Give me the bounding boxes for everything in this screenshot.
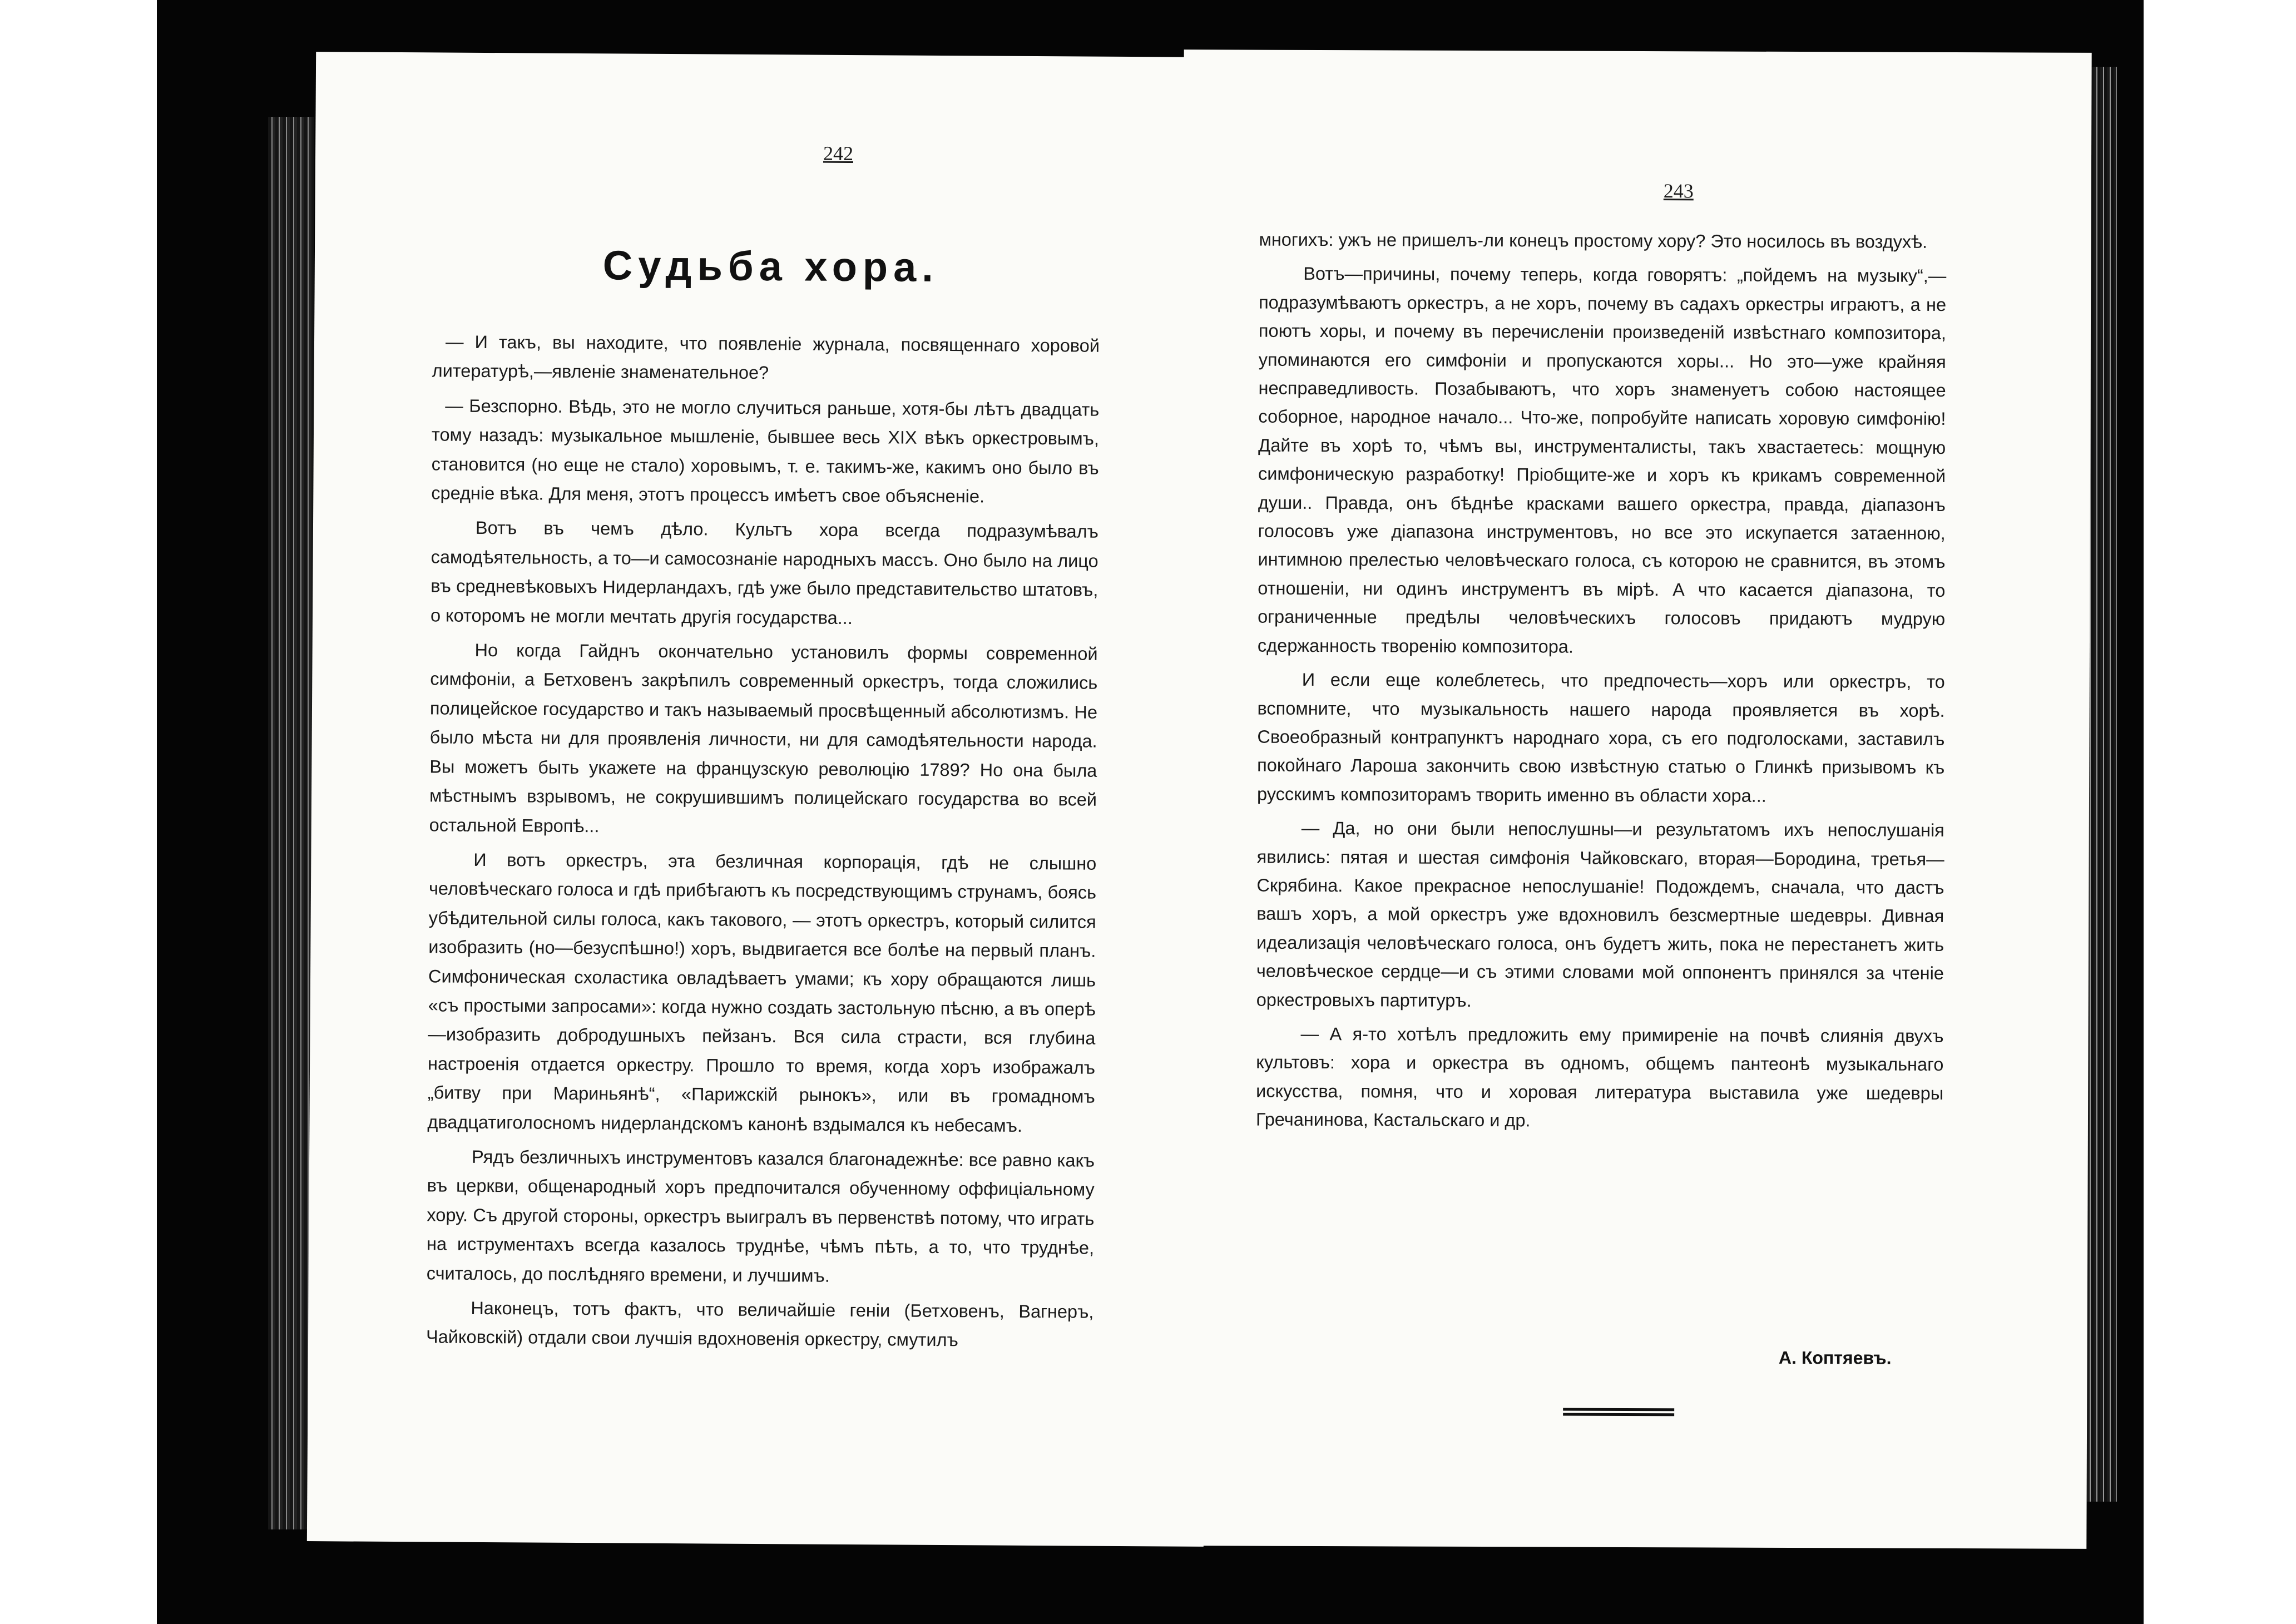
right-text-column — [1256, 226, 1947, 1137]
paragraph: И вотъ оркестръ, эта безличная корпорація, гдѣ не слышно человѣческаго голоса и гдѣ прибѣгаютъ къ посредствующимъ струнамъ, боясь убѣдительной силы голоса, какъ такового, — этотъ оркестръ, который силится изобразить (но—безуспѣшно!) хоръ, выдвигается все болѣе на первый планъ. Симфоническая схоластика овладѣваетъ умами; къ хору обращаются лишь «съ простыми запросами»: когда нужно создать застольную пѣсню, а въ оперѣ—изобразить добродушныхъ пейзанъ. Вся сила страсти, вся глубина настроенія отдается оркестру. Прошло то время, когда хоръ изображалъ „битву при Мариньянѣ“, «Парижскій рынокъ», или въ громадномъ двадцатиголосномъ нидерландскомъ канонѣ вздымался къ небесамъ. — [427, 849, 1097, 1136]
paragraph: И если еще колеблетесь, что предпочесть—хоръ или оркестръ, то вспомните, что музыкальность нашего народа проявляется въ хорѣ. Своеобразный контрапунктъ народнаго хора, съ его подголосками, заставилъ покойнаго Лароша закончить свою извѣстную статью о Глинкѣ призывомъ къ русскимъ композиторамъ творить именно въ области хора... — [1256, 670, 1945, 806]
paragraph: Но когда Гайднъ окончательно установилъ формы современной симфоніи, а Бетховенъ закрѣпилъ современный оркестръ, тогда сложились полицейское государство и такъ называемый просвѣщенный абсолютизмъ. Не было мѣста ни для проявленія личности, ни для самодѣятельности народа. Вы можетъ быть укажете на французскую революцію 1789? Но она была мѣстнымъ взрывомъ, не сокрушившимъ полицейскаго государства во всей остальной Европѣ... — [429, 640, 1098, 836]
left-text-column — [426, 327, 1100, 1355]
right-page-edges — [2087, 67, 2117, 1502]
left-page — [307, 52, 1213, 1547]
paragraph: Вотъ—причины, почему теперь, когда говорятъ: „пойдемъ на музыку“,—подразумѣваютъ оркестръ, а не хоръ, почему въ садахъ оркестры играютъ, а не поютъ хоры, и почему въ перечисленіи произведеній извѣстнаго композитора, упоминаются его симфоніи и пропускаются хоры... Но это—уже крайняя несправедливость. Позабываютъ, что хоръ знаменуетъ собою настоящее соборное, народное начало... Что-же, попробуйте написать хоровую симфонію! Дайте въ хорѣ то, чѣмъ вы, инструменталисты, такъ хвастаетесь: мощную симфоническую разработку! Пріобщите-же и хоръ къ крикамъ современной души.. Правда, онъ бѣднѣе красками вашего оркестра, правда, діапазонъ голосовъ уже діапазона инструментовъ, но все это искупается затаенною, интимною прелестью человѣческаго голоса, съ которою не сравнится, въ этомъ отношеніи, ни одинъ инструментъ въ мірѣ. А что касается діапазона, то ограниченные предѣлы человѣческихъ голосовъ придаютъ мудрую сдержанность творенію композитора. — [1257, 264, 1947, 657]
double-rule-divider — [1563, 1408, 1674, 1417]
paragraph: Вотъ въ чемъ дѣло. Культъ хора всегда подразумѣвалъ самодѣятельность, а то—и самосознаніе народныхъ массъ. Оно было на лицо въ средневѣковыхъ Нидерландахъ, гдѣ уже было представительство штатовъ, о которомъ не могли мечтать другія государства... — [430, 518, 1099, 628]
article-title: Судьба хора. — [602, 242, 939, 290]
paragraph: — И такъ, вы находите, что появленіе журнала, посвященнаго хоровой литературѣ,—явленіе знаменательное? — [432, 331, 1100, 383]
paragraph: — Да, но они были непослушны—и результатомъ ихъ непослушанія явились: пятая и шестая симфонія Чайковскаго, вторая—Бородина, третья—Скрябина. Какое прекрасное непослушаніе! Подождемъ, сначала, что дастъ вашъ хоръ, а мой оркестръ уже вдохновилъ безсмертные шедевры. Дивная идеализація человѣческаго голоса, онъ будетъ жить, пока не перестанетъ жить человѣческое сердце—и съ этими словами мой оппонентъ принялся за чтеніе оркестровыхъ партитуръ. — [1256, 818, 1944, 1011]
right-page — [1179, 49, 2091, 1549]
author-signature: А. Коптяевъ. — [1778, 1347, 1892, 1368]
page-number-right: 243 — [1663, 180, 1694, 202]
paragraph: Рядъ безличныхъ инструментовъ казался благонадежнѣе: все равно какъ въ церкви, общенародный хоръ предпочитался обученному оффиціальному хору. Съ другой стороны, оркестръ выигралъ въ первенствѣ потому, что играть на иструментахъ всегда казалось труднѣе, чѣмъ пѣть, а то, что труднѣе, считалось, до послѣдняго времени, и лучшимъ. — [426, 1146, 1095, 1286]
paragraph: — Безспорно. Вѣдь, это не могло случиться раньше, хотя-бы лѣтъ двадцать тому назадъ: музыкальное мышленіе, бывшее весь XIX вѣкъ оркестровымъ, становится (но еще не стало) хоровымъ, т. е. такимъ-же, какимъ оно было въ средніе вѣка. Для меня, этотъ процессъ имѣетъ свое объясненіе. — [431, 395, 1100, 507]
paragraph: Наконецъ, тотъ фактъ, что величайшіе геніи (Бетховенъ, Вагнеръ, Чайковскій) отдали свои лучшія вдохновенія оркестру, смутилъ — [425, 1298, 1094, 1350]
left-page-edges — [268, 117, 314, 1529]
paragraph: — А я-то хотѣлъ предложить ему примиреніе на почвѣ слиянія двухъ культовъ: хора и оркестра въ одномъ, общемъ пантеонѣ музыкальнаго искусства, помня, что и хоровая литература выставила уже шедевры Гречанинова, Кастальскаго и др. — [1255, 1023, 1944, 1131]
paragraph: многихъ: ужъ не пришелъ-ли конецъ простому хору? Это носилось въ воздухѣ. — [1259, 229, 1928, 252]
page-number-left: 242 — [823, 142, 854, 165]
